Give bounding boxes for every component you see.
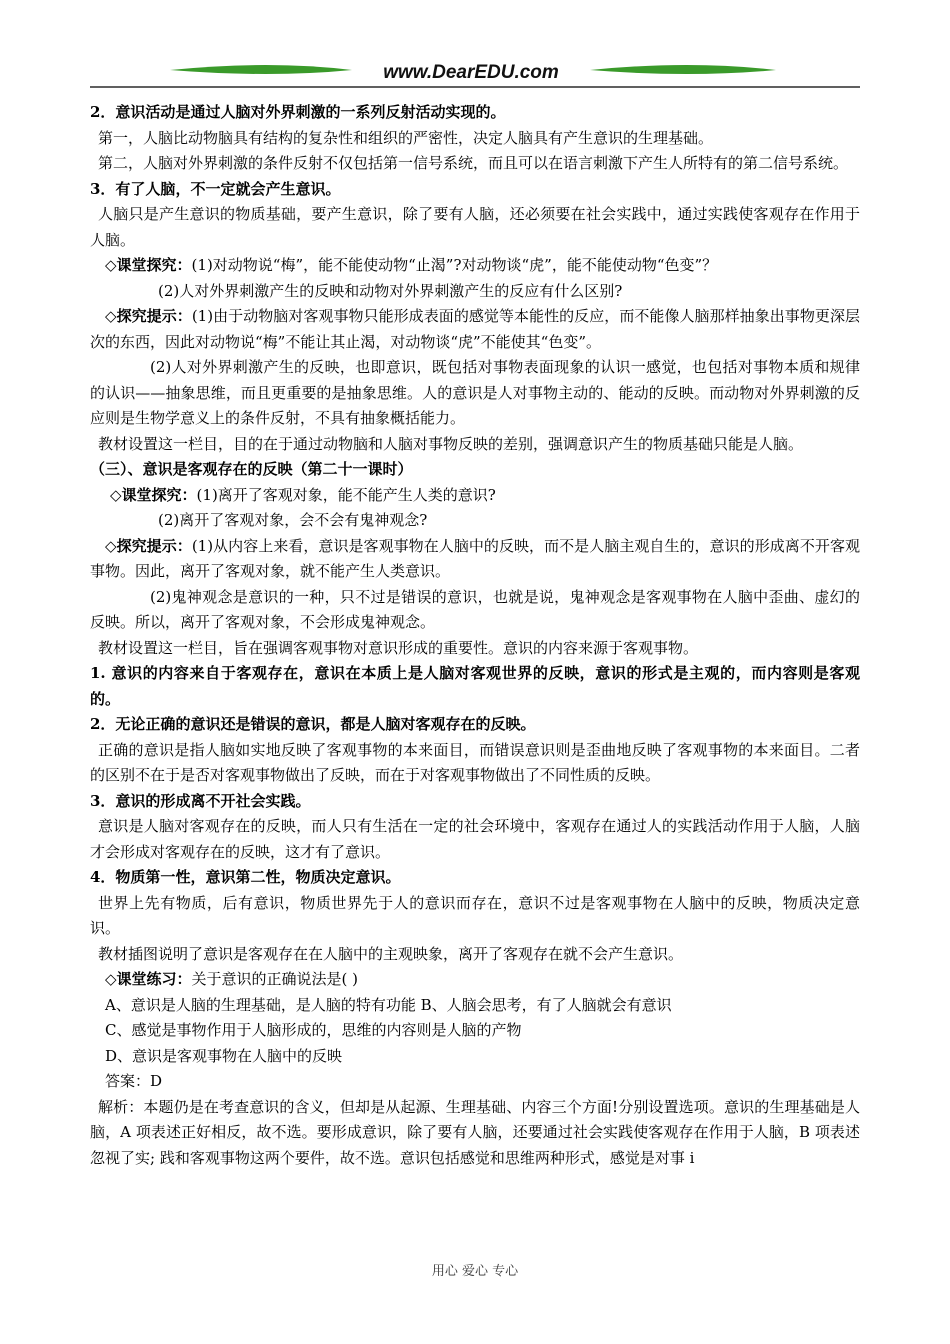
option-d: D、意识是客观事物在人脑中的反映 — [105, 1046, 343, 1065]
inquiry-label: ◇课堂探究： — [105, 256, 192, 274]
exercise-text: 关于意识的正确说法是( ) — [191, 970, 359, 988]
site-name: www.DearEDU.com — [383, 62, 559, 83]
inquiry-paragraph — [90, 483, 860, 509]
paragraph: (2)人对外界刺激产生的反映和动物对外界刺激产生的反应有什么区别? — [158, 281, 623, 300]
paragraph: (2)人对外界刺激产生的反映，也即意识，既包括对事物表面现象的认识一感觉，也包括对事物本质和规律的认识——抽象思维，而且更重要的是抽象思维。人的意识是人对事物主动的、能动的反映。而动物对外界刺激的反应则是生物学意义上的条件反射，不具有抽象概括能力。 — [90, 358, 860, 427]
exercise-question — [90, 967, 860, 993]
inquiry-paragraph — [90, 253, 860, 279]
hint-paragraph — [90, 304, 860, 355]
option-a-b: A、意识是人脑的生理基础，是人脑的特有功能 B、人脑会思考，有了人脑就会有意识 — [105, 995, 672, 1014]
left-swoosh-icon — [170, 65, 352, 74]
document-body — [90, 100, 860, 1171]
heading-3: 3．有了人脑，不一定就会产生意识。 — [90, 179, 341, 198]
hint-paragraph — [90, 534, 860, 585]
answer: 答案：D — [105, 1072, 163, 1090]
hint-label: ◇探究提示： — [105, 536, 192, 555]
page-footer: 用心 爱心 专心 — [431, 1264, 519, 1279]
paragraph: 正确的意识是指人脑如实地反映了客观事物的本来面目，而错误意识则是歪曲地反映了客观事物的本来面目。二者的区别不在于是否对客观事物做出了反映，而在于对客观事物做出了不同性质的反映。 — [90, 740, 860, 784]
paragraph: 第一，人脑比动物脑具有结构的复杂性和组织的严密性，决定人脑具有产生意识的生理基础。 — [98, 128, 714, 147]
hint-text: (1)由于动物脑对客观事物只能形成表面的感觉等本能性的反应，而不能像人脑那样抽象出事物更深层次的东西，因此对动物说“梅”不能让其止渴，对动物谈“虎”不能使其“色变”。 — [90, 307, 860, 351]
paragraph: 教材设置这一栏目，目的在于通过动物脑和人脑对事物反映的差别，强调意识产生的物质基础只能是人脑。 — [98, 434, 804, 453]
paragraph: 世界上先有物质，后有意识，物质世界先于人的意识而存在，意识不过是客观事物在人脑中的反映，物质决定意识。 — [90, 893, 860, 937]
paragraph: 教材设置这一栏目，旨在强调客观事物对意识形成的重要性。意识的内容来源于客观事物。 — [98, 638, 699, 657]
exercise-label: ◇课堂练习： — [105, 970, 192, 988]
paragraph: 第二，人脑对外界刺激的条件反射不仅包括第一信号系统，而且可以在语言刺激下产生人所特有的第二信号系统。 — [98, 154, 849, 172]
analysis: 解析：本题仍是在考查意识的含义，但却是从起源、生理基础、内容三个方面!分别设置选项。意识的生理基础是人脑，A 项表述正好相反，故不选。要形成意识，除了要有人脑，还要通过社会实践使客观存在作用于人脑，B 项表述忽视了实; 践和客观事物这两个要件，故不选。意识包括感觉和思维两种形式，感觉是对事 i — [90, 1097, 860, 1167]
paragraph: (2)鬼神观念是意识的一种，只不过是错误的意识，也就是说，鬼神观念是客观事物在人脑中歪曲、虚幻的反映。所以，离开了客观对象，不会形成鬼神观念。 — [90, 587, 860, 631]
hint-text: (1)从内容上来看，意识是客观事物在人脑中的反映，而不是人脑主观自生的，意识的形成离不开客观事物。因此，离开了客观对象，就不能产生人类意识。 — [90, 536, 860, 580]
heading-2: 2．意识活动是通过人脑对外界刺激的一系列反射活动实现的。 — [90, 103, 506, 121]
paragraph: 教材插图说明了意识是客观存在在人脑中的主观映象，离开了客观存在就不会产生意识。 — [98, 944, 684, 963]
paragraph: 意识是人脑对客观存在的反映，而人只有生活在一定的社会环境中，客观存在通过人的实践活动作用于人脑，人脑才会形成对客观存在的反映，这才有了意识。 — [90, 817, 860, 861]
hint-label: ◇探究提示： — [105, 307, 192, 325]
site-banner-logo — [90, 58, 860, 92]
right-swoosh-icon — [590, 65, 776, 74]
inquiry-text: (1)离开了客观对象，能不能产生人类的意识? — [196, 485, 496, 504]
heading-2: 2．无论正确的意识还是错误的意识，都是人脑对客观存在的反映。 — [90, 715, 536, 733]
paragraph: 人脑只是产生意识的物质基础，要产生意识，除了要有人脑，还必须要在社会实践中，通过实践使客观存在作用于人脑。 — [90, 205, 860, 249]
section-title: （三）、意识是客观存在的反映（第二十一课时） — [90, 460, 413, 478]
heading-3: 3．意识的形成离不开社会实践。 — [90, 791, 311, 810]
heading-4: 4．物质第一性，意识第二性，物质决定意识。 — [90, 868, 401, 886]
option-c: C、感觉是事物作用于人脑形成的，思维的内容则是人脑的产物 — [105, 1021, 522, 1039]
inquiry-text: (1)对动物说“梅”，能不能使动物“止渴”?对动物谈“虎”，能不能使动物“色变”？ — [191, 256, 718, 274]
inquiry-label: ◇课堂探究： — [110, 485, 197, 504]
paragraph: (2)离开了客观对象，会不会有鬼神观念? — [158, 511, 428, 529]
heading-1: 1. 意识的内容来自于客观存在，意识在本质上是人脑对客观世界的反映，意识的形式是主观的，而内容则是客观的。 — [90, 664, 860, 708]
page-header — [90, 58, 860, 92]
